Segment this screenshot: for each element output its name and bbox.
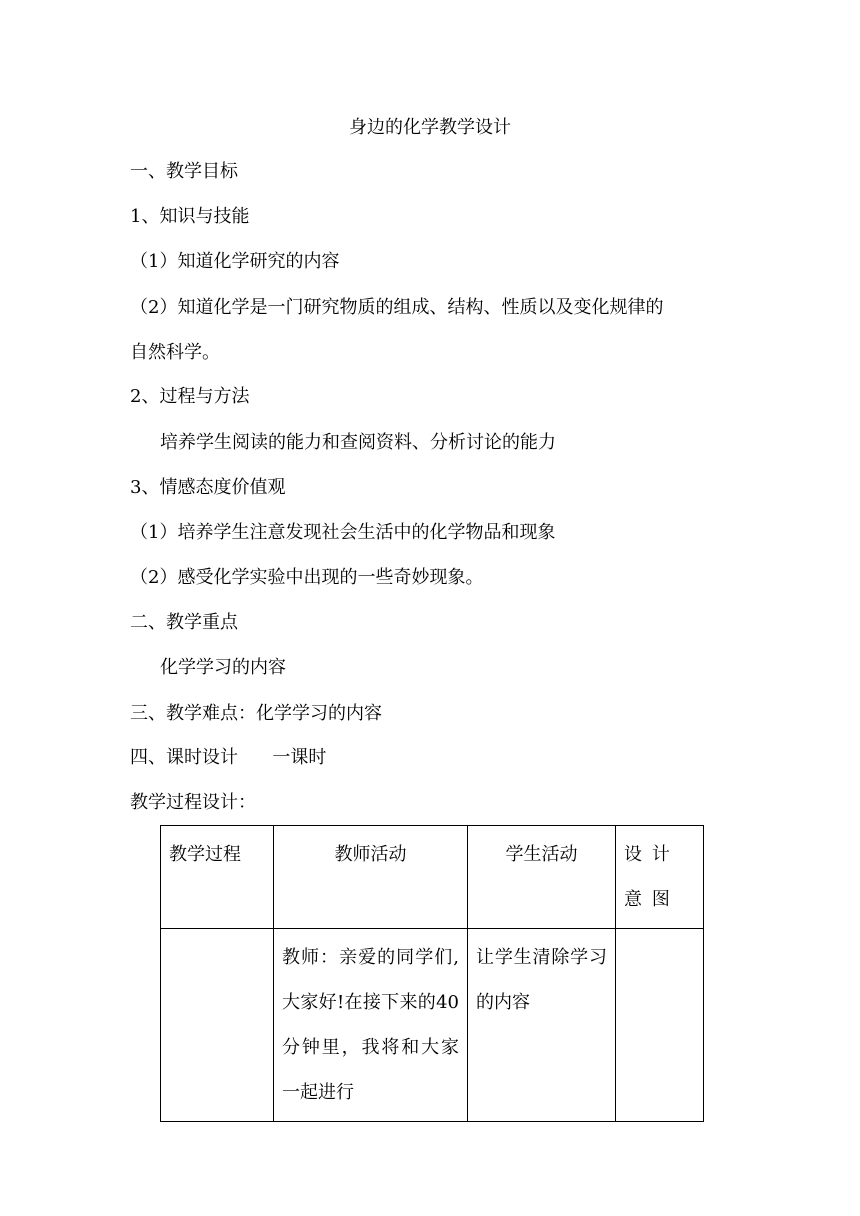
key-points-text: 化学学习的内容 — [160, 657, 286, 678]
section-heading-class-hours: 四、课时设计 一课时 — [130, 747, 327, 768]
document-title: 身边的化学教学设计 — [349, 117, 511, 138]
attitude-item-2: （2）感受化学实验中出现的一些奇妙现象。 — [130, 567, 484, 588]
attitude-item-1: （1）培养学生注意发现社会生活中的化学物品和现象 — [130, 522, 556, 543]
table-row — [161, 929, 704, 1122]
subheading-knowledge-skills: 1、知识与技能 — [130, 206, 250, 227]
section-heading-objectives: 一、教学目标 — [130, 161, 238, 182]
table-cell — [161, 929, 274, 1122]
section-heading-difficulties: 三、教学难点：化学学习的内容 — [130, 703, 382, 724]
process-design-label: 教学过程设计： — [130, 792, 256, 813]
process-method-text: 培养学生阅读的能力和查阅资料、分析讨论的能力 — [160, 432, 556, 453]
objective-item-2-continued: 自然科学。 — [130, 342, 220, 363]
teaching-process-table — [160, 825, 704, 1122]
objective-item-2: （2）知道化学是一门研究物质的组成、结构、性质以及变化规律的 — [130, 297, 664, 318]
table-header-row — [161, 826, 704, 929]
header-student-activity: 学生活动 — [468, 826, 616, 929]
subheading-process-method: 2、过程与方法 — [130, 386, 250, 407]
table-cell: 让学生清除学习的内容 — [468, 929, 616, 1122]
table-cell: 教师：亲爱的同学们,大家好!在接下来的40分钟里，我将和大家一起进行 — [274, 929, 468, 1122]
table-cell — [616, 929, 704, 1122]
header-teacher-activity: 教师活动 — [274, 826, 468, 929]
objective-item-1: （1）知道化学研究的内容 — [130, 251, 340, 272]
header-design-intent: 设计意图 — [616, 826, 704, 929]
section-heading-key-points: 二、教学重点 — [130, 612, 238, 633]
header-teaching-process: 教学过程 — [161, 826, 274, 929]
subheading-attitudes-values: 3、情感态度价值观 — [130, 477, 286, 498]
